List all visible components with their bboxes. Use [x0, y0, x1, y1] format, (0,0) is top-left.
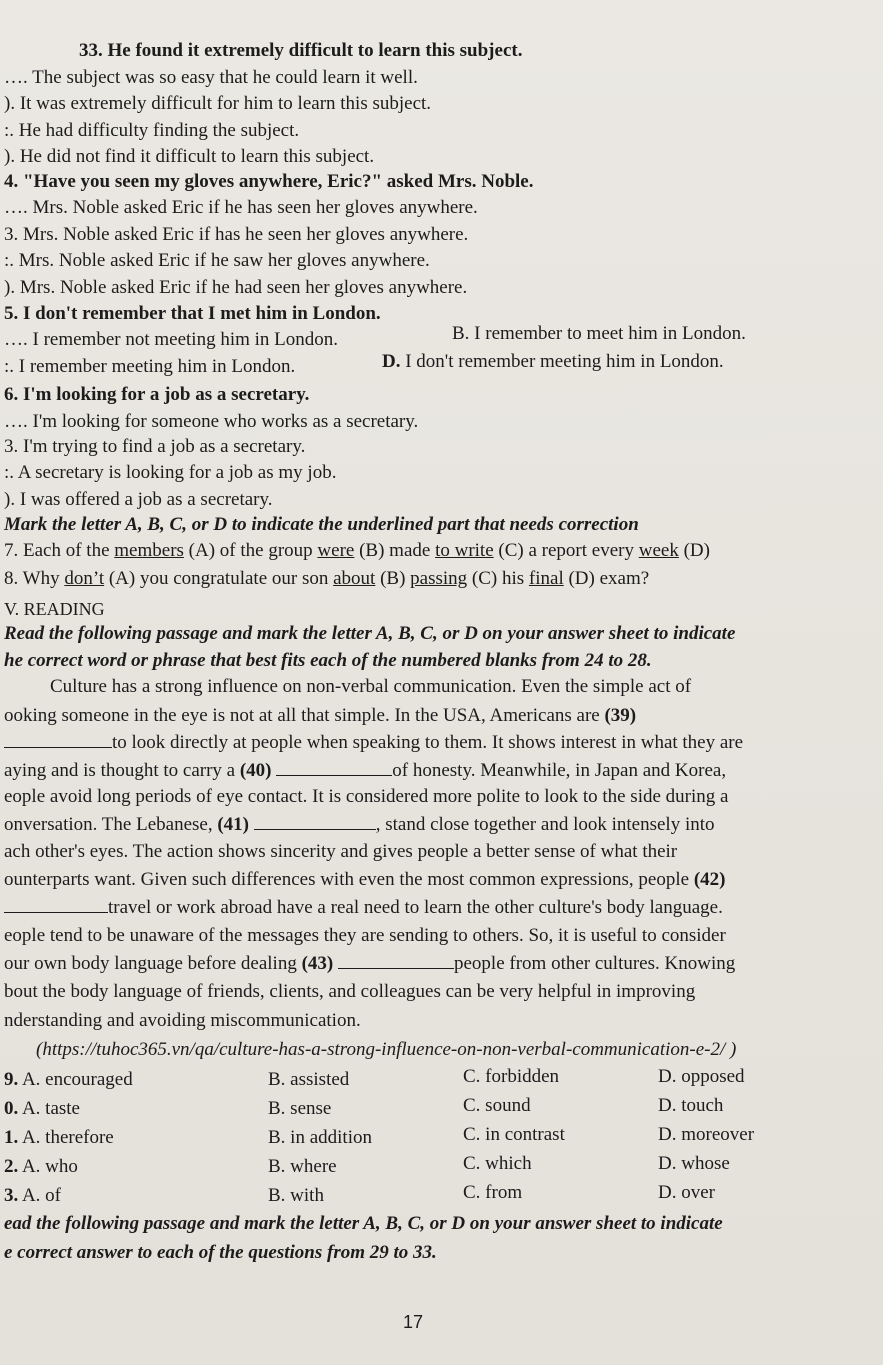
passage-line-10: eople tend to be unaware of the messages they are sending to others. So, it is useful to consider [4, 925, 726, 946]
passage-line-7: ach other's eyes. The action shows sincerity and gives people a better sense of what their [4, 841, 678, 862]
blank-42 [4, 896, 108, 913]
question-34-stem: 4. "Have you seen my gloves anywhere, Eric?" asked Mrs. Noble. [4, 171, 534, 192]
options-row-42-b: B. where [268, 1156, 337, 1177]
page-number: 17 [403, 1312, 424, 1332]
passage-line-12: bout the body language of friends, clients, and colleagues can be very helpful in improving [4, 981, 696, 1002]
question-36-option-c: :. A secretary is looking for a job as my job. [4, 462, 337, 483]
question-33-option-a: …. The subject was so easy that he could learn it well. [4, 67, 418, 88]
options-row-40-c: C. sound [463, 1095, 531, 1116]
question-35-option-c: :. I remember meeting him in London. [4, 356, 296, 377]
blank-40 [276, 759, 392, 776]
options-row-39-c: C. forbidden [463, 1066, 560, 1087]
options-row-39-a: 9. A. encouraged [4, 1069, 133, 1090]
options-row-40-d: D. touch [658, 1095, 724, 1116]
question-35-option-b: B. I remember to meet him in London. [452, 323, 746, 344]
question-35-option-a: …. I remember not meeting him in London. [4, 329, 339, 350]
question-36-option-d: ). I was offered a job as a secretary. [4, 489, 273, 510]
options-row-42-a: 2. A. who [4, 1156, 78, 1177]
blank-41 [254, 813, 376, 830]
next-section-instruction-line-1: ead the following passage and mark the letter A, B, C, or D on your answer sheet to indicate [4, 1213, 723, 1234]
options-row-43-d: D. over [658, 1182, 715, 1203]
options-row-42-c: C. which [463, 1153, 532, 1174]
passage-source: (https://tuhoc365.vn/qa/culture-has-a-strong-influence-on-non-verbal-communication-e-2/ ) [36, 1039, 737, 1060]
passage-line-11: our own body language before dealing (43) people from other cultures. Knowing [4, 953, 736, 974]
passage-line-8: ounterparts want. Given such differences with even the most common expressions, people (42) [4, 869, 726, 890]
options-row-42-d: D. whose [658, 1153, 730, 1174]
blank-39 [4, 731, 112, 748]
question-36-stem: 6. I'm looking for a job as a secretary. [4, 384, 310, 405]
question-33-option-d: ). He did not find it difficult to learn this subject. [4, 146, 375, 167]
passage-line-13: nderstanding and avoiding miscommunication. [4, 1010, 361, 1031]
question-35-stem: 5. I don't remember that I met him in London. [4, 303, 381, 324]
reading-heading: V. READING [4, 599, 105, 619]
options-row-41-b: B. in addition [268, 1127, 372, 1148]
question-34-option-c: :. Mrs. Noble asked Eric if he saw her gloves anywhere. [4, 250, 430, 271]
options-row-41-d: D. moreover [658, 1124, 755, 1145]
error-section-instruction: Mark the letter A, B, C, or D to indicate the underlined part that needs correction [4, 514, 639, 535]
blank-43 [338, 952, 454, 969]
passage-line-1: Culture has a strong influence on non-verbal communication. Even the simple act of [50, 676, 692, 697]
question-35-option-d: D. I don't remember meeting him in London. [382, 351, 724, 372]
options-row-41-a: 1. A. therefore [4, 1127, 114, 1148]
question-34-option-a: …. Mrs. Noble asked Eric if he has seen her gloves anywhere. [4, 197, 478, 218]
options-row-43-c: C. from [463, 1182, 523, 1203]
reading-instruction-line-2: he correct word or phrase that best fits each of the numbered blanks from 24 to 28. [4, 650, 652, 671]
passage-line-9: travel or work abroad have a real need to learn the other culture's body language. [4, 896, 723, 920]
question-33-option-c: :. He had difficulty finding the subject. [4, 120, 300, 141]
options-row-40-b: B. sense [268, 1098, 332, 1119]
passage-line-2: ooking someone in the eye is not at all that simple. In the USA, Americans are (39) [4, 705, 637, 726]
options-row-40-a: 0. A. taste [4, 1098, 80, 1119]
passage-line-4: aying and is thought to carry a (40) of honesty. Meanwhile, in Japan and Korea, [4, 760, 727, 781]
options-row-43-b: B. with [268, 1185, 324, 1206]
question-33-option-b: ). It was extremely difficult for him to learn this subject. [4, 93, 432, 114]
reading-instruction-line-1: Read the following passage and mark the letter A, B, C, or D on your answer sheet to indicate [4, 623, 736, 644]
options-row-43-a: 3. A. of [4, 1185, 62, 1206]
question-34-option-b: 3. Mrs. Noble asked Eric if has he seen her gloves anywhere. [4, 224, 469, 245]
question-37: 7. Each of the members (A) of the group were (B) made to write (C) a report every week (D) [4, 540, 710, 561]
next-section-instruction-line-2: e correct answer to each of the questions from 29 to 33. [4, 1242, 437, 1263]
passage-line-3: to look directly at people when speaking to them. It shows interest in what they are [4, 731, 743, 755]
question-36-option-a: …. I'm looking for someone who works as a secretary. [4, 411, 419, 432]
question-38: 8. Why don’t (A) you congratulate our son about (B) passing (C) his final (D) exam? [4, 568, 650, 589]
passage-line-6: onversation. The Lebanese, (41) , stand close together and look intensely into [4, 814, 715, 835]
question-34-option-d: ). Mrs. Noble asked Eric if he had seen her gloves anywhere. [4, 277, 468, 298]
options-row-39-b: B. assisted [268, 1069, 350, 1090]
question-33-stem: 33. He found it extremely difficult to learn this subject. [79, 40, 523, 61]
passage-line-5: eople avoid long periods of eye contact. It is considered more polite to look to the side during a [4, 786, 729, 807]
options-row-39-d: D. opposed [658, 1066, 745, 1087]
options-row-41-c: C. in contrast [463, 1124, 565, 1145]
question-36-option-b: 3. I'm trying to find a job as a secretary. [4, 436, 306, 457]
